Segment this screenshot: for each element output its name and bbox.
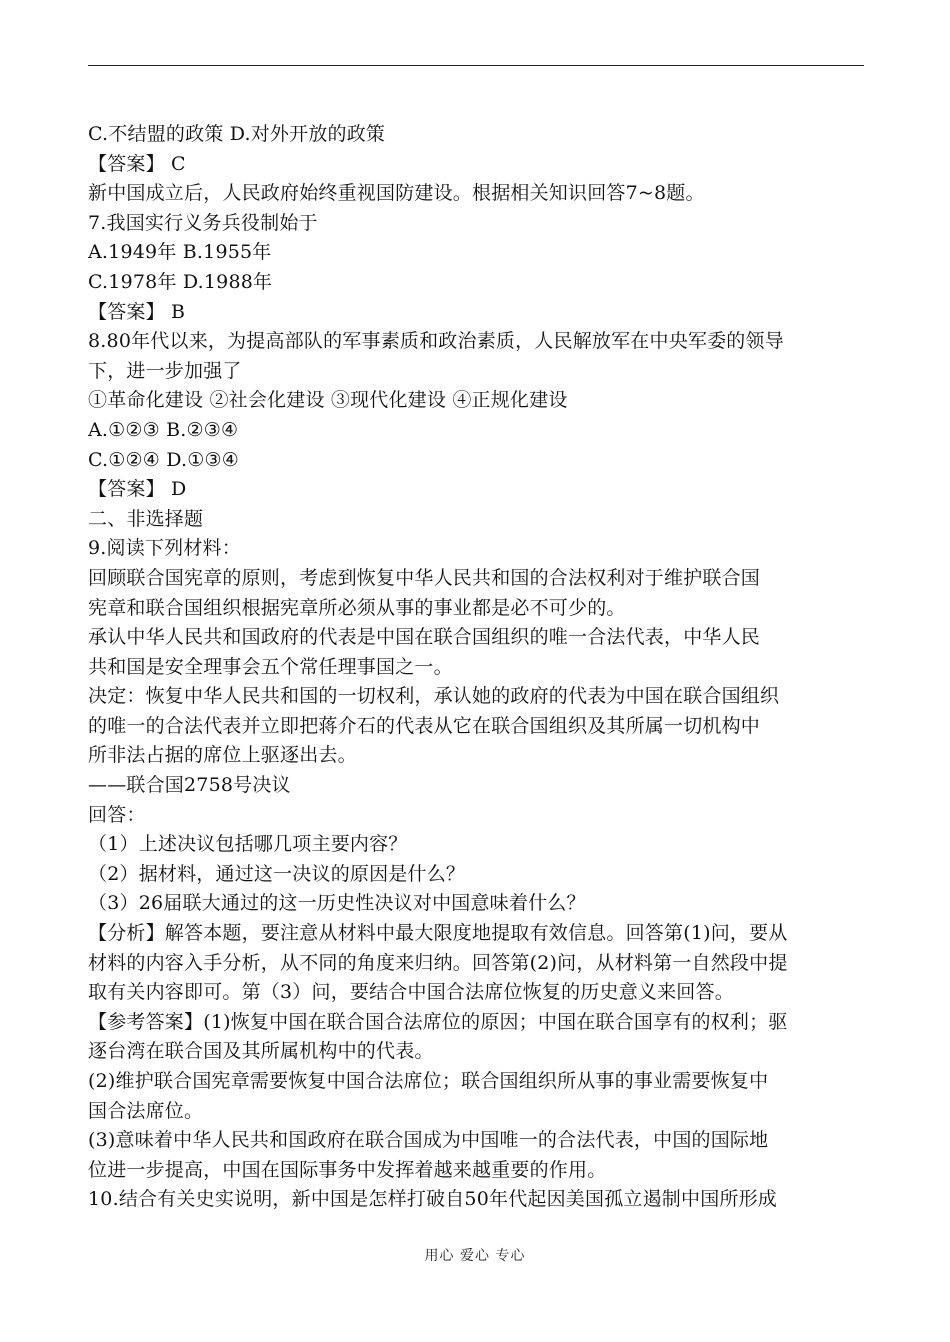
material-line: 的唯一的合法代表并立即把蒋介石的代表从它在联合国组织及其所属一切机构中 xyxy=(88,714,761,737)
text-line: C.不结盟的政策 D.对外开放的政策 xyxy=(88,123,386,145)
option-line: C.①②④ D.①③④ xyxy=(88,448,239,471)
question-line: 下，进一步加强了 xyxy=(88,359,242,382)
question-line: 7.我国实行义务兵役制始于 xyxy=(88,211,318,234)
material-line: 宪章和联合国组织根据宪章所必须从事的事业都是必不可少的。 xyxy=(88,596,626,619)
material-line: 承认中华人民共和国政府的代表是中国在联合国组织的唯一合法代表，中华人民 xyxy=(88,626,761,649)
subquestion-line: （3）26届联大通过的这一历史性决议对中国意味着什么？ xyxy=(88,892,586,915)
reference-answer-line: (2)维护联合国宪章需要恢复中国合法席位；联合国组织所从事的事业需要恢复中 xyxy=(88,1070,769,1092)
answer-line: 【答案】 B xyxy=(88,300,186,323)
reference-answer-line: 位进一步提高，中国在国际事务中发挥着越来越重要的作用。 xyxy=(88,1158,607,1181)
analysis-line: 取有关内容即可。第（3）问，要结合中国合法席位恢复的历史意义来回答。 xyxy=(88,981,734,1004)
question-line: 10.结合有关史实说明，新中国是怎样打破自50年代起因美国孤立遏制中国所形成 xyxy=(88,1188,777,1211)
option-line: C.1978年 D.1988年 xyxy=(88,270,273,293)
text-line: ①革命化建设 ②社会化建设 ③现代化建设 ④正规化建设 xyxy=(88,389,568,412)
text-line: 新中国成立后，人民政府始终重视国防建设。根据相关知识回答7~8题。 xyxy=(88,182,705,205)
header-rule xyxy=(88,65,864,66)
document-body xyxy=(88,120,864,1215)
subquestion-line: （1）上述决议包括哪几项主要内容？ xyxy=(88,833,408,856)
source-line: ——联合国2758号决议 xyxy=(88,774,291,797)
answer-line: 【答案】 C xyxy=(88,152,186,175)
analysis-line: 材料的内容入手分析，从不同的角度来归纳。回答第(2)问，从材料第一自然段中提 xyxy=(88,951,788,974)
question-line: 8.80年代以来，为提高部队的军事素质和政治素质，人民解放军在中央军委的领导 xyxy=(88,330,784,353)
subquestion-line: （2）据材料，通过这一决议的原因是什么？ xyxy=(88,862,466,885)
reference-answer-line: 【参考答案】(1)恢复中国在联合国合法席位的原因；中国在联合国享有的权利；驱 xyxy=(88,1010,788,1033)
material-line: 共和国是安全理事会五个常任理事国之一。 xyxy=(88,655,453,678)
question-line: 9.阅读下列材料： xyxy=(88,537,241,560)
text-line: 回答： xyxy=(88,803,146,826)
reference-answer-line: (3)意味着中华人民共和国政府在联合国成为中国唯一的合法代表，中国的国际地 xyxy=(88,1129,769,1152)
answer-line: 【答案】 D xyxy=(88,478,187,501)
material-line: 所非法占据的席位上驱逐出去。 xyxy=(88,744,357,767)
option-line: A.①②③ B.②③④ xyxy=(88,418,239,441)
reference-answer-line: 国合法席位。 xyxy=(88,1099,204,1122)
material-line: 决定：恢复中华人民共和国的一切权利，承认她的政府的代表为中国在联合国组织 xyxy=(88,685,780,708)
page-footer: 用心 爱心 专心 xyxy=(424,1248,526,1264)
material-line: 回顾联合国宪章的原则，考虑到恢复中华人民共和国的合法权利对于维护联合国 xyxy=(88,566,761,589)
reference-answer-line: 逐台湾在联合国及其所属机构中的代表。 xyxy=(88,1040,434,1063)
analysis-line: 【分析】解答本题，要注意从材料中最大限度地提取有效信息。回答第(1)问，要从 xyxy=(88,922,788,945)
option-line: A.1949年 B.1955年 xyxy=(88,241,272,264)
section-heading: 二、非选择题 xyxy=(88,507,204,530)
